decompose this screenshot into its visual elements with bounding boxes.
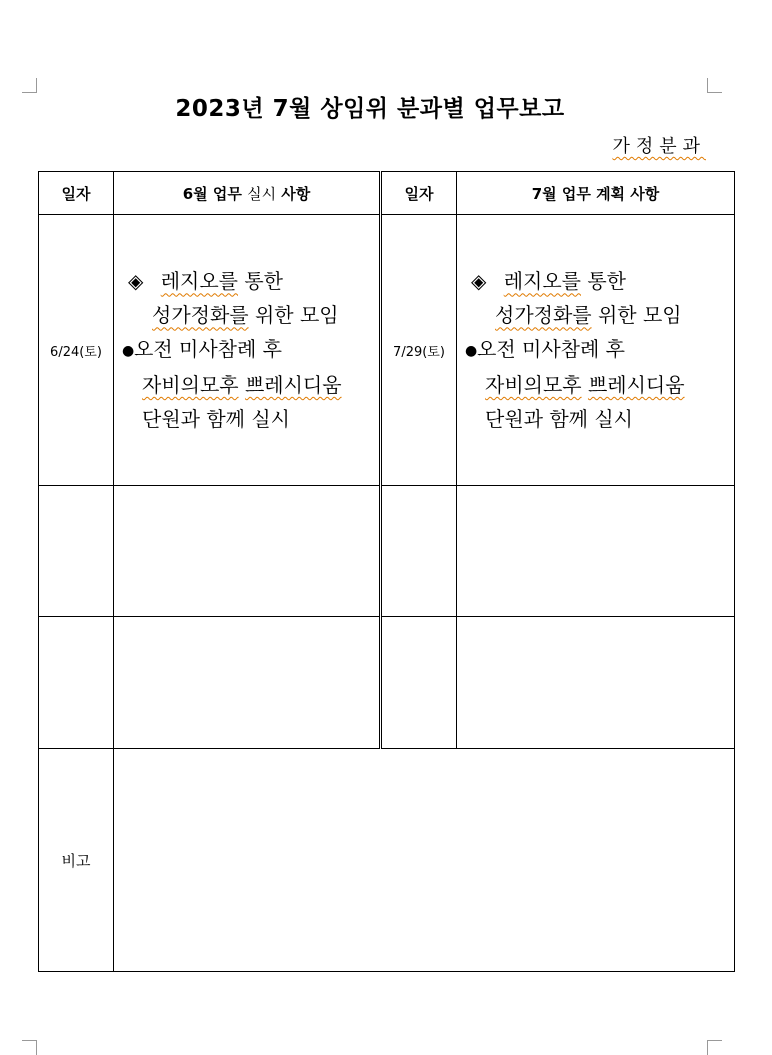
empty-cell — [457, 486, 735, 617]
empty-cell — [114, 617, 381, 749]
list-item-continuation: 성가정화를 위한 모임 — [495, 303, 682, 328]
empty-cell — [457, 617, 735, 749]
list-item-continuation: 단원과 함께 실시 — [142, 406, 290, 431]
empty-cell — [381, 617, 457, 749]
round-bullet-icon: ● — [465, 342, 478, 359]
list-item: ◈ 레지오를 통한 — [122, 264, 379, 298]
list-item-continuation: 단원과 함께 실시 — [485, 406, 633, 431]
header-july-plan: 7월 업무 계획 사항 — [457, 172, 735, 215]
table-row — [39, 215, 735, 486]
remarks-label: 비고 — [39, 749, 114, 972]
empty-cell — [39, 617, 114, 749]
empty-cell — [381, 486, 457, 617]
list-item-continuation: 자비의모후 쁘레시디움 — [142, 372, 342, 397]
header-june-mid: 실시 — [247, 184, 277, 203]
header-date-right: 일자 — [381, 172, 457, 215]
june-work-cell — [114, 215, 381, 486]
table-row — [39, 617, 735, 749]
document-title: 2023년 7월 상임위 분과별 업무보고 — [175, 96, 565, 122]
empty-cell — [39, 486, 114, 617]
header-june-suffix: 사항 — [281, 184, 311, 203]
header-june-work — [114, 172, 381, 215]
diamond-bullet-icon: ◈ — [471, 269, 487, 294]
report-table — [38, 171, 735, 972]
july-plan-content — [457, 264, 734, 436]
date-cell-july: 7/29(토) — [381, 215, 457, 486]
round-bullet-icon: ● — [122, 342, 135, 359]
table-row — [39, 486, 735, 617]
july-plan-cell — [457, 215, 735, 486]
empty-cell — [114, 486, 381, 617]
list-item-continuation: 성가정화를 위한 모임 — [152, 303, 339, 328]
list-item-continuation: 자비의모후 쁘레시디움 — [485, 372, 685, 397]
remarks-row — [39, 749, 735, 972]
diamond-bullet-icon: ◈ — [128, 269, 144, 294]
list-item: ●오전 미사참례 후 — [122, 332, 379, 368]
department-name: 가정분과 — [612, 136, 706, 157]
header-june-prefix: 6월 업무 — [182, 184, 242, 203]
list-item: ●오전 미사참례 후 — [465, 332, 734, 368]
date-cell-june: 6/24(토) — [39, 215, 114, 486]
remarks-content — [114, 749, 735, 972]
header-date-left: 일자 — [39, 172, 114, 215]
list-item: ◈ 레지오를 통한 — [465, 264, 734, 298]
june-work-content — [114, 264, 379, 436]
header-row — [39, 172, 735, 215]
